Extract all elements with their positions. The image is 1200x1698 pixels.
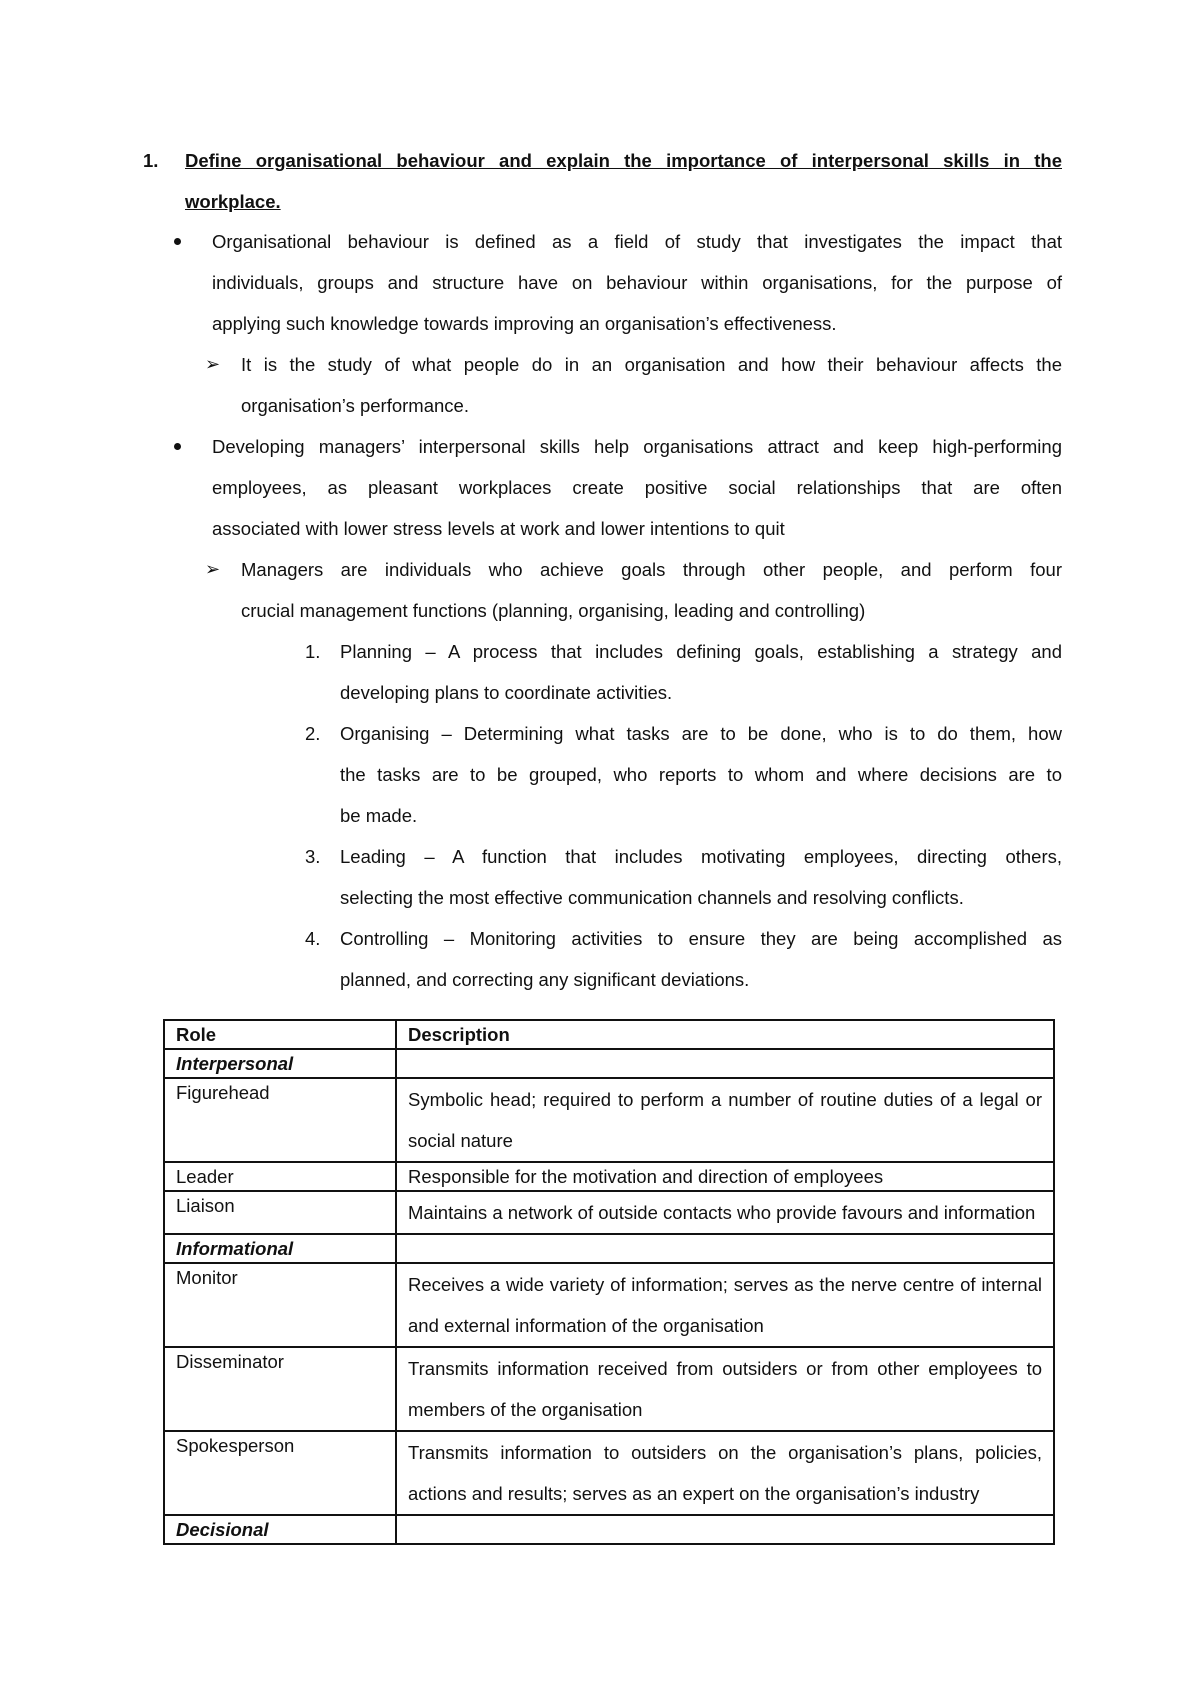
table-cell-description: Maintains a network of outside contacts who provide favours and information — [396, 1191, 1054, 1234]
function-leading-line2: selecting the most effective communication channels and resolving conflicts. — [340, 887, 964, 908]
table-cell-description — [396, 1515, 1054, 1544]
question-number: 1. — [143, 150, 159, 171]
table-row — [164, 1078, 1054, 1162]
table-cell-role: Liaison — [164, 1191, 396, 1234]
function-organising-line3: be made. — [340, 805, 418, 826]
bullet1-line3: applying such knowledge towards improving an organisation’s effectiveness. — [212, 313, 837, 334]
table-cell-description: Transmits information to outsiders on the organisation’s plans, policies, actions and results; serves as an expert on the organisation’s industry — [396, 1431, 1054, 1515]
table-row — [164, 1515, 1054, 1544]
table-cell-role: Leader — [164, 1162, 396, 1191]
table-cell-description — [396, 1049, 1054, 1078]
function-leading-line1: Leading – A function that includes motivating employees, directing others, — [340, 846, 1062, 867]
table-cell-role: Figurehead — [164, 1078, 396, 1162]
table-cell-role: Disseminator — [164, 1347, 396, 1431]
table-cell-description: Symbolic head; required to perform a number of routine duties of a legal or social nature — [396, 1078, 1054, 1162]
table-row — [164, 1431, 1054, 1515]
table-cell-description: Transmits information received from outsiders or from other employees to members of the organisation — [396, 1347, 1054, 1431]
table-row — [164, 1263, 1054, 1347]
function-number: 2. — [305, 723, 321, 744]
function-controlling-line1: Controlling – Monitoring activities to ensure they are being accomplished as — [340, 928, 1062, 949]
function-organising-line1: Organising – Determining what tasks are to be done, who is to do them, how — [340, 723, 1062, 744]
bullet2-line1: Developing managers’ interpersonal skills help organisations attract and keep high-performing — [212, 436, 1062, 457]
table-row — [164, 1347, 1054, 1431]
function-organising-line2: the tasks are to be grouped, who reports to whom and where decisions are to — [340, 764, 1062, 785]
arrow-bullet-icon: ➢ — [205, 559, 221, 580]
table-cell-role: Spokesperson — [164, 1431, 396, 1515]
bullet2-sub-line2: crucial management functions (planning, organising, leading and controlling) — [241, 600, 866, 621]
bullet1-sub-line2: organisation’s performance. — [241, 395, 469, 416]
table-cell-description — [396, 1234, 1054, 1263]
table-row — [164, 1234, 1054, 1263]
function-number: 1. — [305, 641, 321, 662]
table-header-row — [164, 1020, 1054, 1049]
bullet1-line1: Organisational behaviour is defined as a field of study that investigates the impact that — [212, 231, 1062, 252]
bullet1-sub-line1: It is the study of what people do in an organisation and how their behaviour affects the — [241, 354, 1062, 375]
managerial-roles-table — [163, 1019, 1055, 1545]
table-row — [164, 1191, 1054, 1234]
group-label: Interpersonal — [164, 1049, 396, 1078]
question-title-line1: Define organisational behaviour and explain the importance of interpersonal skills in the — [185, 150, 1062, 171]
question-title-line2: workplace. — [185, 191, 281, 212]
function-planning-line1: Planning – A process that includes defining goals, establishing a strategy and — [340, 641, 1062, 662]
table-row — [164, 1049, 1054, 1078]
arrow-bullet-icon: ➢ — [205, 354, 221, 375]
group-label: Decisional — [164, 1515, 396, 1544]
header-role: Role — [164, 1020, 396, 1049]
bullet1-line2: individuals, groups and structure have on behaviour within organisations, for the purpose of — [212, 272, 1062, 293]
bullet-icon — [174, 238, 181, 245]
table-row — [164, 1162, 1054, 1191]
function-number: 4. — [305, 928, 321, 949]
table-cell-description: Receives a wide variety of information; serves as the nerve centre of internal and external information of the organisation — [396, 1263, 1054, 1347]
table-cell-description: Responsible for the motivation and direction of employees — [396, 1162, 1054, 1191]
bullet2-line3: associated with lower stress levels at work and lower intentions to quit — [212, 518, 785, 539]
bullet2-sub-line1: Managers are individuals who achieve goals through other people, and perform four — [241, 559, 1062, 580]
function-number: 3. — [305, 846, 321, 867]
header-description: Description — [396, 1020, 1054, 1049]
group-label: Informational — [164, 1234, 396, 1263]
bullet-icon — [174, 443, 181, 450]
table-cell-role: Monitor — [164, 1263, 396, 1347]
bullet2-line2: employees, as pleasant workplaces create positive social relationships that are often — [212, 477, 1062, 498]
function-planning-line2: developing plans to coordinate activities. — [340, 682, 673, 703]
function-controlling-line2: planned, and correcting any significant deviations. — [340, 969, 750, 990]
